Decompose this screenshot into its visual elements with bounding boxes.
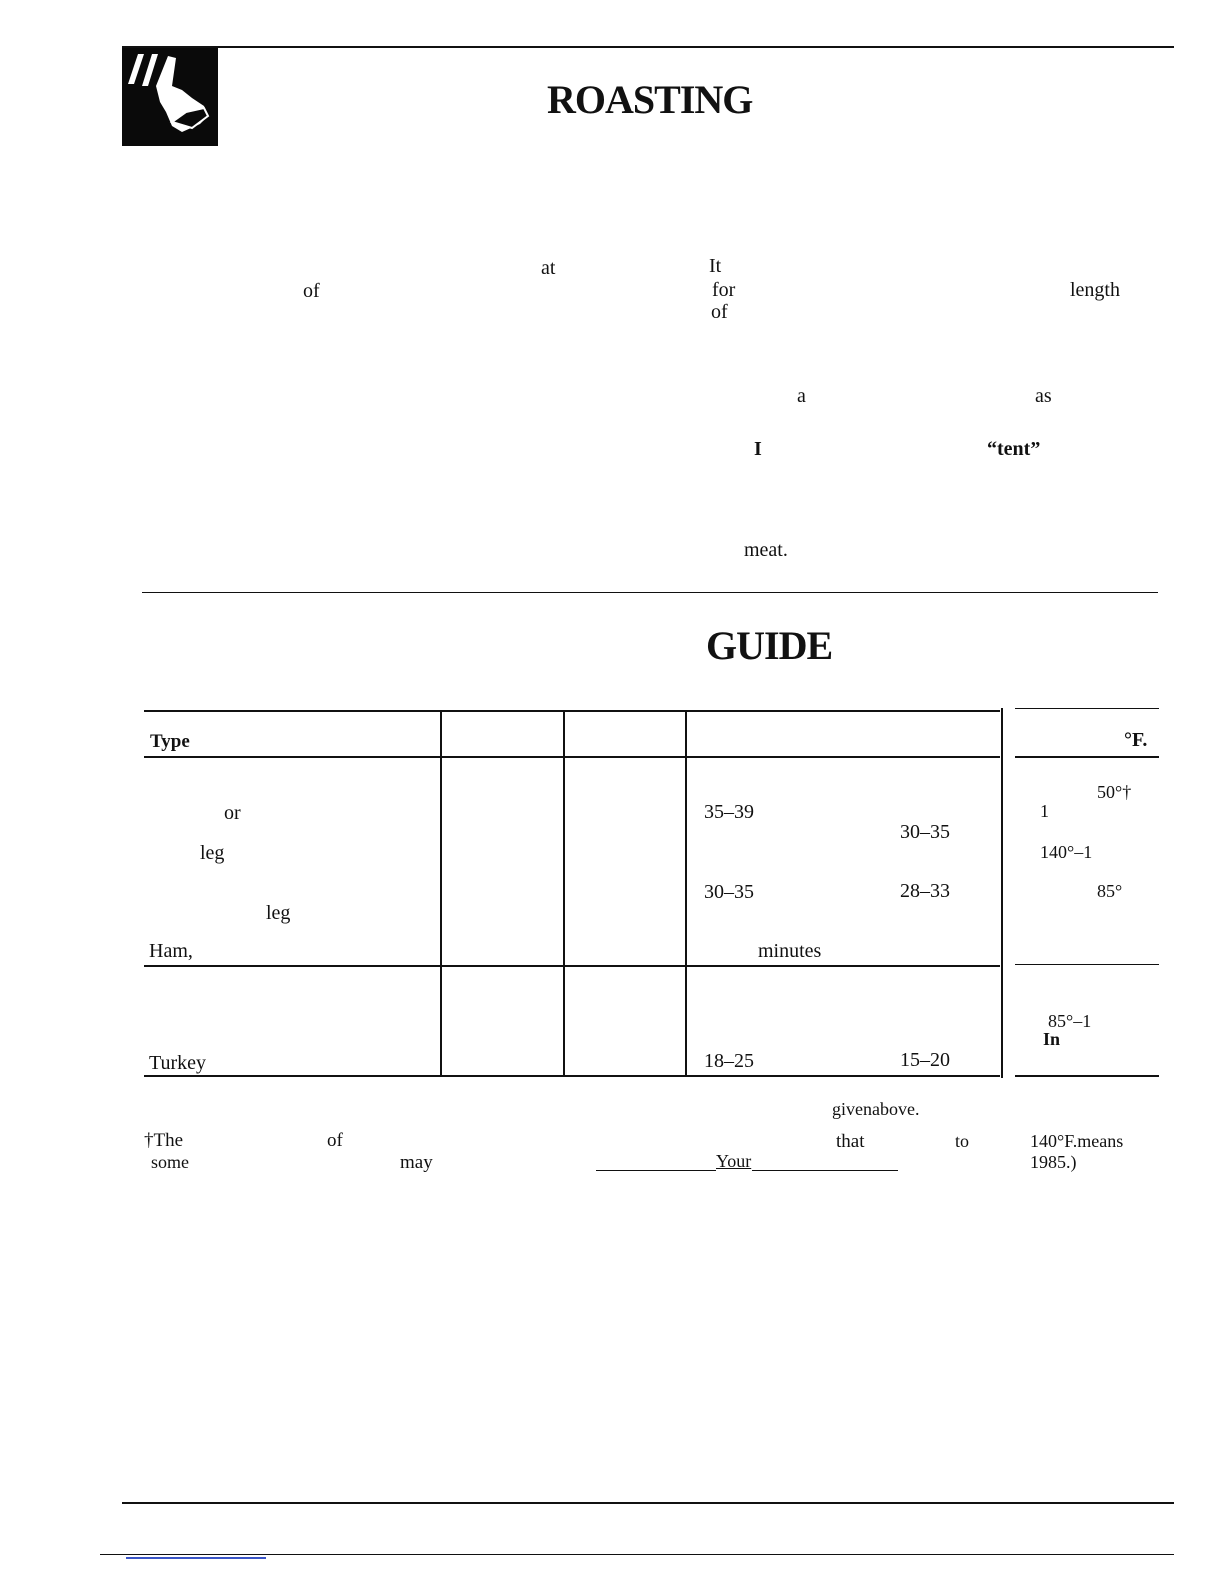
footer-rule [122,1502,1174,1504]
page-title: ROASTING [547,77,753,122]
header-rule [122,46,1174,48]
temp-cell: In [1043,1029,1061,1049]
intro-word-at: at [541,257,556,279]
intro-word-of-2: of [711,301,728,323]
temp-cell: 50°† [1097,782,1132,802]
temp-mid-rule [1015,964,1159,965]
footnote-underline-left [596,1170,716,1171]
time-cell: 35–39 [704,801,754,823]
intro-word-meat: meat. [744,539,788,561]
footnote-some: some [151,1152,189,1172]
temp-cell: 1 [1040,801,1049,821]
row-label-leg: leg [200,842,225,864]
intro-word-a: a [797,385,806,407]
footer-link-underline [126,1557,266,1559]
intro-word-of: of [303,280,320,302]
row-label-or: or [224,802,241,824]
intro-word-as: as [1035,385,1052,407]
temp-header-rule [1015,756,1159,758]
row-label-turkey: Turkey [149,1052,207,1074]
table-col-divider-1 [440,712,442,1076]
footnote-given-above: givenabove. [832,1099,920,1119]
time-cell: 18–25 [704,1050,754,1072]
footnote-year: 1985.) [1030,1152,1077,1172]
table-bottom-rule [144,1075,1000,1077]
temp-bottom-rule [1015,1075,1159,1077]
footer-baseline [100,1554,1174,1555]
footnote-your: Your [716,1151,752,1171]
intro-word-tent: “tent” [987,438,1041,460]
time-cell: 15–20 [900,1049,950,1071]
temp-cell: 85° [1097,881,1123,901]
footnote-underline-right [752,1170,898,1171]
footnote-may: may [400,1152,433,1173]
column-header-type: Type [150,731,190,752]
footnote-means: 140°F.means [1030,1131,1124,1151]
table-col-divider-3 [685,712,687,1076]
time-cell: 30–35 [900,821,950,843]
table-mid-rule [144,965,1000,967]
footnote-of: of [327,1130,343,1151]
temp-top-rule [1015,708,1159,709]
section-divider [142,592,1158,593]
intro-word-it: It [709,255,722,277]
row-label-ham: Ham, [149,940,193,962]
footnote-the: †The [144,1130,184,1151]
intro-word-length: length [1070,279,1120,301]
intro-word-for: for [712,279,736,301]
footnote-to: to [955,1131,970,1151]
time-cell: 30–35 [704,881,754,903]
intro-word-i: I [754,438,762,460]
column-header-temp: °F. [1124,729,1148,751]
time-cell-minutes: minutes [758,940,822,962]
table-col-divider-4 [1001,708,1003,1078]
table-header-rule [144,756,1000,758]
time-cell: 28–33 [900,880,950,902]
row-label-leg-2: leg [266,902,291,924]
guide-heading: GUIDE [706,623,833,668]
table-top-rule [144,710,1000,712]
footnote-that: that [836,1131,865,1152]
temp-cell: 140°–1 [1040,842,1093,862]
table-col-divider-2 [563,712,565,1076]
temp-cell: 85°–1 [1048,1011,1092,1031]
hand-pressing-button-icon [122,46,218,146]
